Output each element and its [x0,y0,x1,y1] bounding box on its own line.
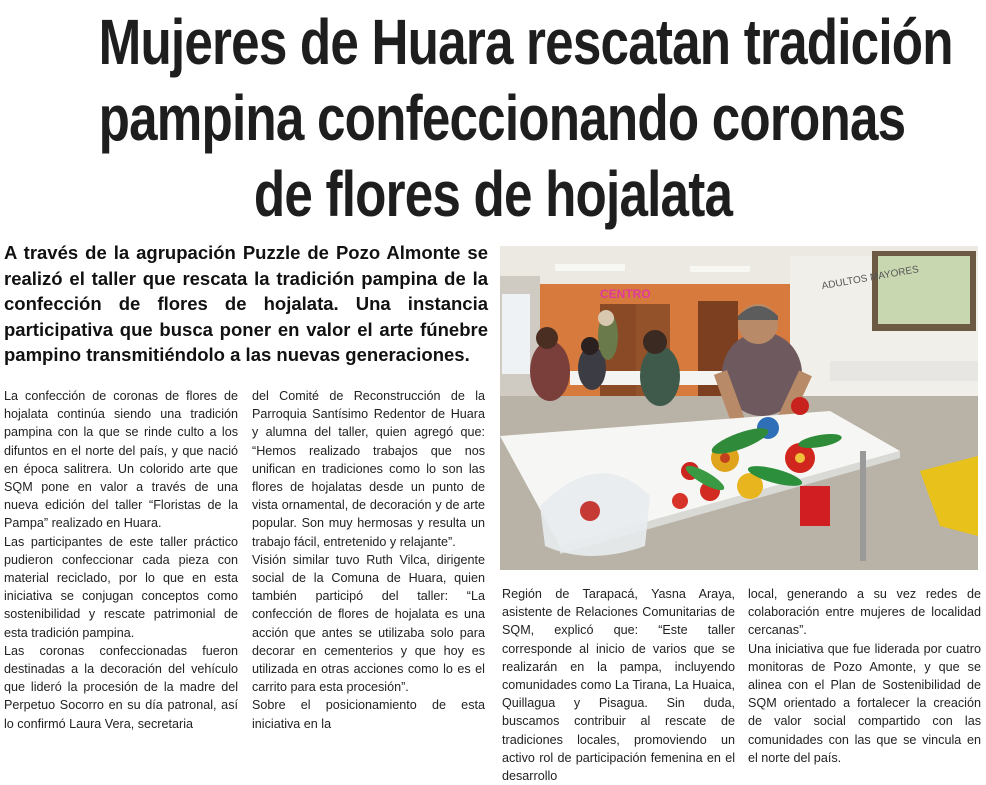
lead-paragraph: A través de la agrupación Puzzle de Pozo Almonte se realizó el taller que rescata la tradición pampina de la confección de flores de hojalata. Una instancia participativa que busca poner en valor el arte fúnebre pampino transmitiéndolo a las nuevas generaciones. [4,242,488,365]
headline-line-2: pampina confeccionando coronas [98,82,906,154]
col2-paragraph-3: Sobre el posicionamiento de esta iniciativa en la [252,698,485,731]
article-photo [500,246,978,570]
workshop-photo [500,246,978,570]
col1-paragraph-3: Las coronas confeccionadas fueron destinadas a la decoración del vehículo que lideró la procesión de la madre del Perpetuo Socorro en su día patronal, así lo confirmó Laura Vera, secretaria [4,643,238,731]
text-column-2 [252,387,485,733]
photo-sign-adultos: ADULTOS MAYORES [820,264,920,293]
col1-paragraph-1: La confección de coronas de flores de hojalata continúa siendo una tradición pampina con la que se rinde culto a los difuntos en el norte del país, y que nació en época salitrera. Un colorido arte que SQM pone en valor a través de una nueva edición del taller “Floristas de la Pampa” realizado en Huara. [4,389,238,531]
text-column-3 [502,585,735,785]
photo-sign-centro: CENTRO [600,287,651,301]
col2-paragraph-2: Visión similar tuvo Ruth Vilca, dirigente social de la Comuna de Huara, quien también participó del taller: “La confección de flores de hojalata es una acción que antes se utilizaba solo para decorar en cementerios y que hoy es utilizada en otras acciones como lo es el carrito para esta procesión”. [252,552,485,695]
col1-paragraph-2: Las participantes de este taller práctico pudieron confeccionar cada pieza con material reciclado, por lo que en esta iniciativa se conjugan conceptos como sostenibilidad y rescate patrimonial de esta tradición pampina. [4,534,238,640]
col4-paragraph-1: local, generando a su vez redes de colaboración entre mujeres de localidad cercanas”. [748,587,981,638]
headline-line-1: Mujeres de Huara rescatan tradición [98,6,953,78]
headline [98,4,953,232]
text-column-1 [4,387,238,733]
col4-paragraph-2: Una iniciativa que fue liderada por cuatro monitoras de Pozo Amonte, y que se alinea con el Plan de Sostenibilidad de SQM orientado a fortalecer la creación de valor social compartido con las comunidades con las que se vincula en el norte del país. [748,641,981,765]
text-column-4 [748,585,981,767]
col3-paragraph-1: Región de Tarapacá, Yasna Araya, asistente de Relaciones Comunitarias de SQM, explicó que: “Este taller corresponde al inicio de varios que se realizarán en la pampa, incluyendo comunidades como La Tirana, La Huaica, Quillagua y Pisagua. Sin duda, buscamos contribuir al rescate de tradiciones locales, promoviendo un activo rol de participación femenina en el desarrollo [502,587,735,784]
col2-paragraph-1: del Comité de Reconstrucción de la Parroquia Santísimo Redentor de Huara y alumna del taller, quien agregó que: “Hemos realizado trabajos que nos unifican en tradiciones como lo son las flores de hojalatas desde un punto de vista ornamental, de decoración y de arte popular. Son muy hermosas y resulta un trabajo fácil, entretenido y relajante”. [252,389,485,549]
headline-line-3: de flores de hojalata [253,158,733,230]
